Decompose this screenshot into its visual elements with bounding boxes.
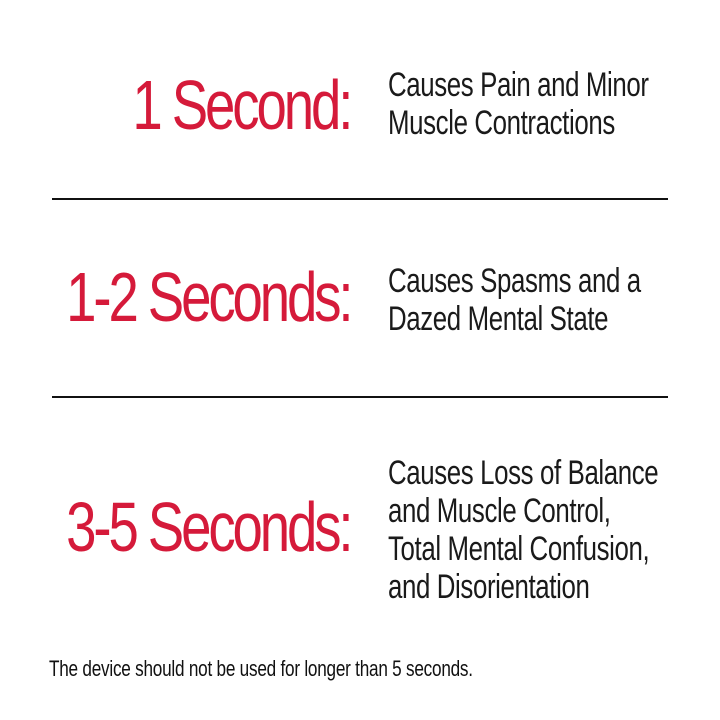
effect-description-1 <box>388 66 715 142</box>
divider-2 <box>52 396 668 398</box>
effect-line: Muscle Contractions <box>388 104 615 142</box>
effect-line: Causes Spasms and a <box>388 262 641 300</box>
effect-line: Dazed Mental State <box>388 300 609 338</box>
duration-label-2: 1-2 Seconds: <box>65 258 350 336</box>
effect-line: and Disorientation <box>388 568 590 606</box>
duration-label-1: 1 Second: <box>132 66 350 144</box>
duration-label-3: 3-5 Seconds: <box>65 488 350 566</box>
divider-1 <box>52 198 668 200</box>
effect-line: Causes Loss of Balance <box>388 454 659 492</box>
effect-description-3 <box>388 454 715 606</box>
effect-line: Total Mental Confusion, <box>388 530 650 568</box>
usage-warning-footnote: The device should not be used for longer than 5 seconds. <box>49 656 473 681</box>
effect-description-2 <box>388 262 715 338</box>
effect-line: and Muscle Control, <box>388 492 611 530</box>
effect-line: Causes Pain and Minor <box>388 66 649 104</box>
